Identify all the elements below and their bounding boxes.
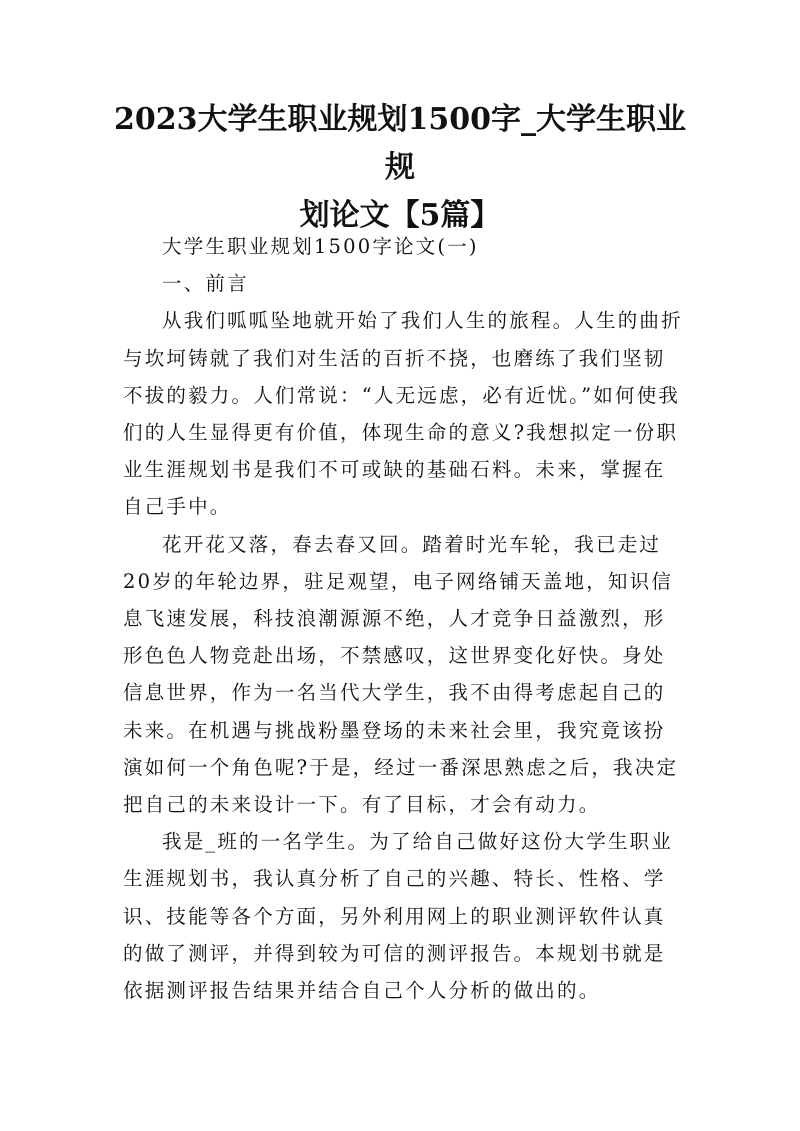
paragraph-1: 从我们呱呱坠地就开始了我们人生的旅程。人生的曲折与坎坷铸就了我们对生活的百折不挠，也磨练了我们坚韧不拔的毅力。人们常说：“人无远虑，必有近忧。”如何使我们的人生显得更有价值，体现生命的意义?我想拟定一份职业生涯规划书是我们不可或缺的基础石料。未来，掌握在自己手中。 — [123, 309, 683, 519]
title-line-1: 2023大学生职业规划1500字_大学生职业规 — [114, 102, 686, 185]
paragraph-3: 我是_班的一名学生。为了给自己做好这份大学生职业生涯规划书，我认真分析了自己的兴趣、特长、性格、学识、技能等各个方面，另外利用网上的职业测评软件认真的做了测评，并得到较为可信的测评报告。本规划书就是依据测评报告结果并结合自己个人分析的做出的。 — [123, 830, 674, 1003]
section-heading: 一、前言 — [162, 272, 249, 296]
essay-subtitle: 大学生职业规划1500字论文(一) — [162, 235, 479, 258]
paragraph-2: 花开花又落，春去春又回。踏着时光车轮，我已走过20岁的年轮边界，驻足观望，电子网络铺天盖地，知识信息飞速发展，科技浪潮源源不绝，人才竞争日益激烈，形形色色人物竞赴出场，不禁感叹，这世界变化好快。身处信息世界，作为一名当代大学生，我不由得考虑起自己的未来。在机遇与挑战粉墨登场的未来社会里，我究竟该扮演如何一个角色呢?于是，经过一番深思熟虑之后，我决定把自己的未来设计一下。有了目标，才会有动力。 — [123, 532, 679, 817]
document-body — [123, 228, 683, 1009]
document-title — [100, 96, 700, 240]
title-line-2: 划论文【5篇】 — [299, 198, 501, 233]
